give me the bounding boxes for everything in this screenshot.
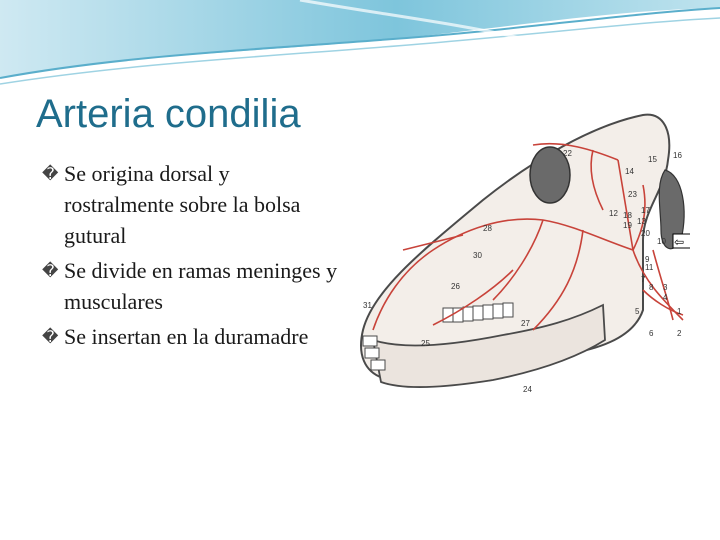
bullet-text: Se insertan en la duramadre bbox=[64, 324, 309, 349]
figure-label: 10 bbox=[657, 237, 666, 246]
figure-label: 3 bbox=[663, 283, 668, 292]
figure-label: 19 bbox=[623, 221, 632, 230]
left-arrow-icon: ⇦ bbox=[674, 235, 685, 249]
figure-label: 28 bbox=[483, 224, 492, 233]
figure-label: 4 bbox=[663, 293, 668, 302]
bullet-marker-icon: � bbox=[42, 164, 59, 183]
figure-label: 30 bbox=[473, 251, 482, 260]
figure-label: 18 bbox=[623, 211, 632, 220]
header-banner bbox=[0, 0, 720, 90]
figure-label: 22 bbox=[563, 149, 572, 158]
bullet-list bbox=[42, 158, 342, 356]
figure-label: 6 bbox=[649, 329, 654, 338]
figure-label: 2 bbox=[677, 329, 682, 338]
figure-label: 24 bbox=[523, 385, 532, 394]
figure-label: 15 bbox=[648, 155, 657, 164]
figure-label: 12 bbox=[609, 209, 618, 218]
bullet-marker-icon: � bbox=[42, 327, 59, 346]
figure-label: 11 bbox=[645, 263, 654, 272]
bullet-item bbox=[42, 321, 342, 352]
figure-label: 23 bbox=[628, 190, 637, 199]
skull-artery-illustration bbox=[343, 100, 690, 418]
figure-label: 13 bbox=[637, 217, 646, 226]
figure-label: 25 bbox=[421, 339, 430, 348]
figure-label: 20 bbox=[641, 229, 650, 238]
bullet-item bbox=[42, 255, 342, 317]
slide-title: Arteria condilia bbox=[36, 92, 301, 136]
figure-label: 8 bbox=[649, 283, 654, 292]
figure-label: 14 bbox=[625, 167, 634, 176]
bullet-text: Se origina dorsal y rostralmente sobre la bolsa gutural bbox=[64, 161, 301, 248]
figure-label: 31 bbox=[363, 301, 372, 310]
bullet-text: Se divide en ramas meninges y musculares bbox=[64, 258, 338, 314]
figure-label: 9 bbox=[645, 255, 650, 264]
figure-label: 5 bbox=[635, 307, 640, 316]
figure-label: 26 bbox=[451, 282, 460, 291]
figure-label: 16 bbox=[673, 151, 682, 160]
figure-label: 1 bbox=[677, 307, 682, 316]
bullet-item bbox=[42, 158, 342, 251]
figure-label: 17 bbox=[641, 206, 650, 215]
figure-label: 27 bbox=[521, 319, 530, 328]
bullet-marker-icon: � bbox=[42, 261, 59, 280]
figure-label: 7 bbox=[641, 275, 646, 284]
skull-artery-drawing bbox=[343, 100, 690, 418]
